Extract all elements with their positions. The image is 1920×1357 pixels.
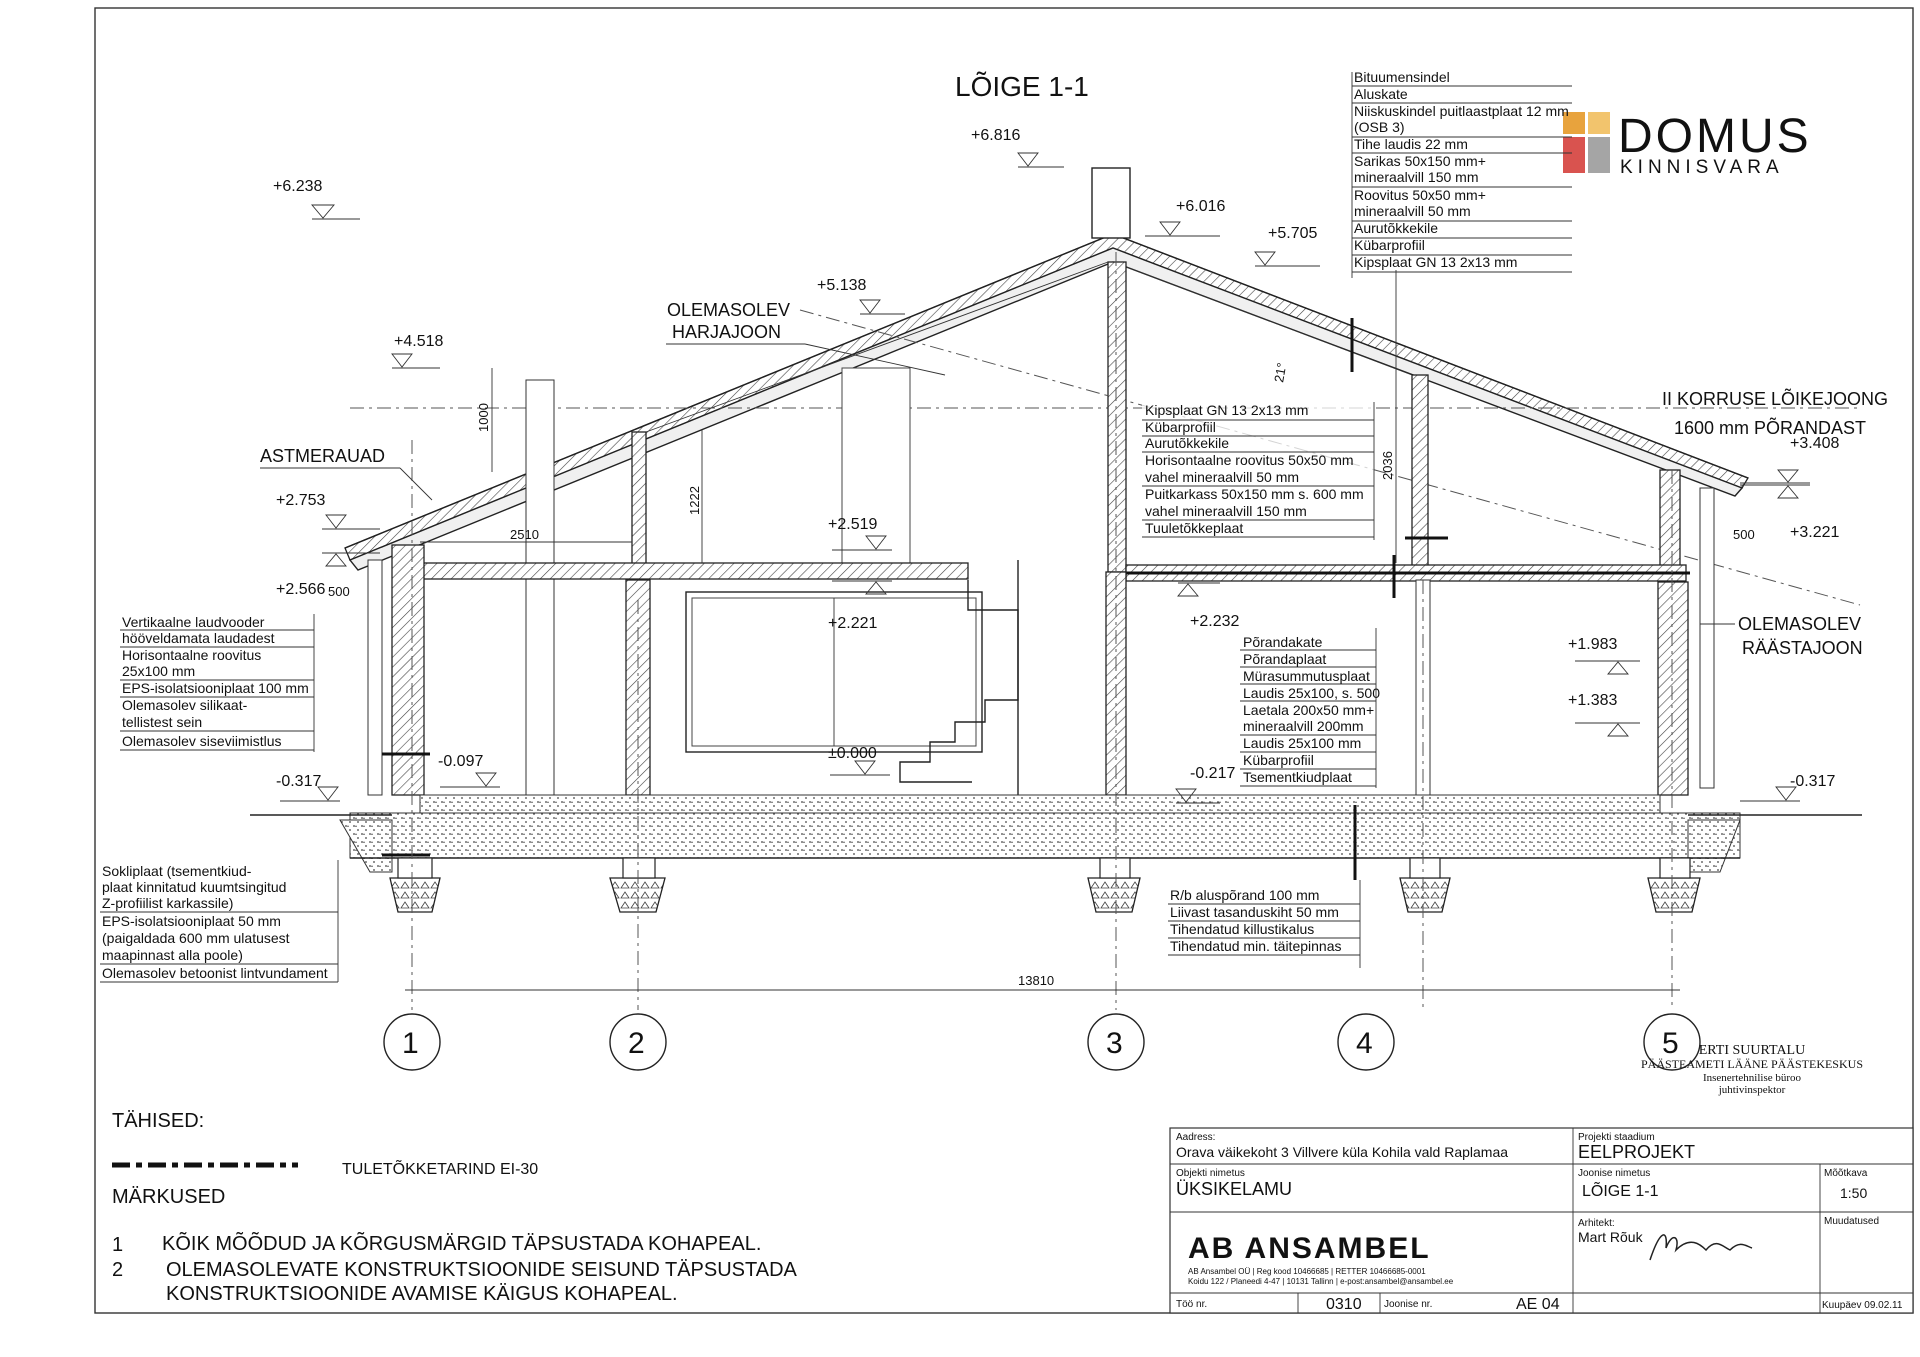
tb-too: 0310 <box>1326 1296 1362 1313</box>
facade-layer-1: hööveldamata laudadest <box>122 630 275 646</box>
elev-m0317-left: -0.317 <box>276 773 322 790</box>
axis-lines <box>405 252 1680 1010</box>
roof-layer-8: mineraalvill 50 mm <box>1354 203 1471 219</box>
notes-heading: MÄRKUSED <box>112 1186 226 1208</box>
tb-objekt: ÜKSIKELAMU <box>1176 1179 1293 1199</box>
elev-m0217: -0.217 <box>1190 765 1236 782</box>
tb-too-label: Töö nr. <box>1176 1299 1208 1310</box>
dim-500-right: 500 <box>1733 527 1755 542</box>
tb-aadress: Orava väikekoht 3 Villvere küla Kohila vald Raplamaa <box>1176 1144 1509 1160</box>
floor-layer-8: Tsementkiudplaat <box>1243 769 1352 785</box>
floor-layer-4: Laetala 200x50 mm+ <box>1243 702 1375 718</box>
floor-layer-5: mineraalvill 200mm <box>1243 718 1364 734</box>
plinth-layer-2: Z-profiilist karkassile) <box>102 895 234 911</box>
elev-4518: +4.518 <box>394 333 444 350</box>
footings <box>390 858 1700 912</box>
label-korrus-1: II KORRUSE LÕIKEJOONG <box>1662 389 1889 409</box>
roof-layer-7: Roovitus 50x50 mm+ <box>1354 187 1486 203</box>
elev-6238: +6.238 <box>273 178 323 195</box>
dim-1222: 1222 <box>687 486 702 515</box>
axis3-wall-upper <box>1108 262 1126 572</box>
note-1-text: KÕIK MÕÕDUD JA KÕRGUSMÄRGID TÄPSUSTADA KOHAPEAL. <box>162 1233 762 1255</box>
tb-objekt-label: Objekti nimetus <box>1176 1168 1245 1179</box>
elev-1383: +1.383 <box>1568 692 1618 709</box>
elev-2221: +2.221 <box>828 615 878 632</box>
roof-layer-2: Niiskuskindel puitlaastplaat 12 mm <box>1354 103 1569 119</box>
wall-layer-0: Kipsplaat GN 13 2x13 mm <box>1145 402 1309 418</box>
roof-layer-5: Sarikas 50x150 mm+ <box>1354 153 1486 169</box>
downpipe-left <box>368 560 382 795</box>
facade-layer-4: EPS-isolatsiooniplaat 100 mm <box>122 680 309 696</box>
axis-2: 2 <box>628 1027 645 1060</box>
note-2-num: 2 <box>112 1259 124 1281</box>
label-harjajoon-2: HARJAJOON <box>672 322 782 342</box>
ground-floor-slab <box>420 795 1660 813</box>
ground-layer-0: R/b aluspõrand 100 mm <box>1170 887 1320 903</box>
tb-aadress-label: Aadress: <box>1176 1132 1216 1143</box>
tb-staadium-label: Projekti staadium <box>1578 1132 1655 1143</box>
tb-firm-1: AB Ansambel OÜ | Reg kood 10466685 | RETTER 10466685-0001 <box>1188 1267 1426 1276</box>
note-2-text-2: KONSTRUKTSIOONIDE AVAMISE KÄIGUS KOHAPEAL. <box>166 1283 678 1305</box>
elev-2566: +2.566 <box>276 581 326 598</box>
floor-layer-3: Laudis 25x100, s. 500 <box>1243 685 1380 701</box>
domus-logo <box>1563 112 1610 173</box>
wall-layer-2: Aurutõkkekile <box>1145 435 1230 451</box>
floor-layer-0: Põrandakate <box>1243 634 1323 650</box>
axis-bubbles <box>384 1014 1700 1070</box>
floor-layer-1: Põrandaplaat <box>1243 651 1327 667</box>
attic-wall-right <box>1412 375 1428 575</box>
facade-layer-7: Olemasolev siseviimistlus <box>122 733 282 749</box>
drawing-title: LÕIGE 1-1 <box>955 71 1089 102</box>
floor-layer-7: Kübarprofiil <box>1243 752 1314 768</box>
wall-axis1 <box>392 545 424 795</box>
dim-13810: 13810 <box>1018 973 1055 988</box>
axis-5: 5 <box>1662 1027 1679 1060</box>
axis-1: 1 <box>402 1027 419 1060</box>
ground-layer-1: Liivast tasanduskiht 50 mm <box>1170 904 1339 920</box>
tb-joonisenr: AE 04 <box>1516 1296 1560 1313</box>
elev-m0097: -0.097 <box>438 753 484 770</box>
wall-layer-3: Horisontaalne roovitus 50x50 mm <box>1145 452 1354 468</box>
roof-layer-1: Aluskate <box>1354 86 1408 102</box>
label-harjajoon-1: OLEMASOLEV <box>667 300 791 320</box>
axis-4: 4 <box>1356 1027 1373 1060</box>
stamp-dept: Insenertehnilise büroo <box>1702 1072 1802 1084</box>
note-2-text: OLEMASOLEVATE KONSTRUKTSIOONIDE SEISUND TÄPSUSTADA <box>166 1259 797 1281</box>
logo-word: DOMUS <box>1618 110 1812 163</box>
tb-muudatused-label: Muudatused <box>1824 1216 1880 1227</box>
tb-firm-logo: AB ANSAMBEL <box>1188 1232 1431 1265</box>
logo-sub: KINNISVARA <box>1620 157 1784 178</box>
stamp-org: PÄÄSTEAMETI LÄÄNE PÄÄSTEKESKUS <box>1640 1057 1864 1071</box>
legend-heading: TÄHISED: <box>112 1110 205 1132</box>
floor-layer-2: Mürasummutusplaat <box>1243 668 1370 684</box>
ground-layer-3: Tihendatud min. täitepinnas <box>1170 938 1342 954</box>
tb-joonisenr-label: Joonise nr. <box>1384 1299 1433 1310</box>
ground-layer-2: Tihendatud killustikalus <box>1170 921 1315 937</box>
elev-1983: +1.983 <box>1568 636 1618 653</box>
stamp-name: ERTI SUURTALU <box>1698 1043 1806 1058</box>
tb-arhitekt-label: Arhitekt: <box>1578 1218 1615 1229</box>
downpipe-right <box>1700 488 1714 788</box>
floor-slab-left <box>420 563 968 579</box>
facade-layer-5: Olemasolev silikaat- <box>122 697 248 713</box>
wall-layer-1: Kübarprofiil <box>1145 419 1216 435</box>
elev-2232: +2.232 <box>1190 613 1240 630</box>
roof-layer-4: Tihe laudis 22 mm <box>1354 136 1468 152</box>
plinth-layer-1: plaat kinnitatud kuumtsingitud <box>102 879 287 895</box>
fill-left <box>340 820 392 872</box>
label-raastajoon-2: RÄÄSTAJOON <box>1742 638 1863 658</box>
wall-layer-7: Tuuletõkkeplaat <box>1145 520 1244 536</box>
roof-angle: 21° <box>1271 361 1290 384</box>
elev-0000: ±0.000 <box>828 745 877 762</box>
attic-wall-left <box>632 432 646 572</box>
facade-layer-2: Horisontaalne roovitus <box>122 647 262 663</box>
tb-kuupaev: Kuupäev 09.02.11 <box>1822 1300 1903 1311</box>
tb-joonis-label: Joonise nimetus <box>1578 1168 1651 1179</box>
tb-staadium: EELPROJEKT <box>1578 1142 1696 1162</box>
dim-500-left: 500 <box>328 584 350 599</box>
elev-6816: +6.816 <box>971 127 1021 144</box>
plinth-layer-3: EPS-isolatsiooniplaat 50 mm <box>102 913 281 929</box>
tb-firm-2: Koidu 122 / Planeedi 4-47 | 10131 Tallinn | e-post:ansambel@ansambel.ee <box>1188 1277 1454 1286</box>
label-astmerauad: ASTMERAUAD <box>260 446 386 466</box>
roof-layer-10: Kübarprofiil <box>1354 237 1425 253</box>
wall-layer-6: vahel mineraalvill 150 mm <box>1145 503 1307 519</box>
plinth-layer-6: Olemasolev betoonist lintvundament <box>102 965 328 981</box>
floor-layer-6: Laudis 25x100 mm <box>1243 735 1362 751</box>
axis-3: 3 <box>1106 1027 1123 1060</box>
wall-layer-5: Puitkarkass 50x150 mm s. 600 mm <box>1145 486 1364 502</box>
facade-layer-6: tellistest sein <box>122 714 203 730</box>
stamp-role: juhtivinspektor <box>1718 1084 1786 1096</box>
elev-2519: +2.519 <box>828 516 878 533</box>
roof-layer-0: Bituumensindel <box>1354 69 1450 85</box>
tb-arhitekt: Mart Rõuk <box>1578 1229 1643 1245</box>
elev-6016: +6.016 <box>1176 198 1226 215</box>
tb-mootkava: 1:50 <box>1840 1185 1868 1201</box>
facade-layer-3: 25x100 mm <box>122 663 196 679</box>
elev-m0317-right: -0.317 <box>1790 773 1836 790</box>
plinth-layer-5: maapinnast alla poole) <box>102 947 243 963</box>
roof-layer-3: (OSB 3) <box>1354 119 1405 135</box>
roof <box>345 234 1860 605</box>
dim-2510: 2510 <box>510 527 539 542</box>
roof-layer-9: Aurutõkkekile <box>1354 220 1439 236</box>
legend-fire: TULETÕKKETARIND EI-30 <box>342 1161 539 1178</box>
plinth-layer-0: Sokliplaat (tsementkiud- <box>102 863 252 879</box>
elev-5138: +5.138 <box>817 277 867 294</box>
chimney <box>1092 168 1130 238</box>
dim-2036: 2036 <box>1380 451 1395 480</box>
elev-2753: +2.753 <box>276 492 326 509</box>
facade-layer-0: Vertikaalne laudvooder <box>122 614 265 630</box>
tb-mootkava-label: Mõõtkava <box>1824 1168 1868 1179</box>
ground-fill <box>350 813 1740 858</box>
tb-joonis: LÕIGE 1-1 <box>1582 1183 1659 1200</box>
elev-3221: +3.221 <box>1790 524 1840 541</box>
roof-layer-6: mineraalvill 150 mm <box>1354 169 1479 185</box>
plinth-layer-4: (paigaldada 600 mm ulatusest <box>102 930 290 946</box>
dim-1000: 1000 <box>476 403 491 432</box>
roof-layer-11: Kipsplaat GN 13 2x13 mm <box>1354 254 1518 270</box>
label-raastajoon-1: OLEMASOLEV <box>1738 614 1862 634</box>
label-korrus-2: 1600 mm PÕRANDAST <box>1674 418 1867 438</box>
note-1-num: 1 <box>112 1234 124 1256</box>
wall-axis5 <box>1658 582 1688 795</box>
elev-5705: +5.705 <box>1268 225 1318 242</box>
elev-3408: +3.408 <box>1790 435 1840 452</box>
wall-layer-4: vahel mineraalvill 50 mm <box>1145 469 1300 485</box>
